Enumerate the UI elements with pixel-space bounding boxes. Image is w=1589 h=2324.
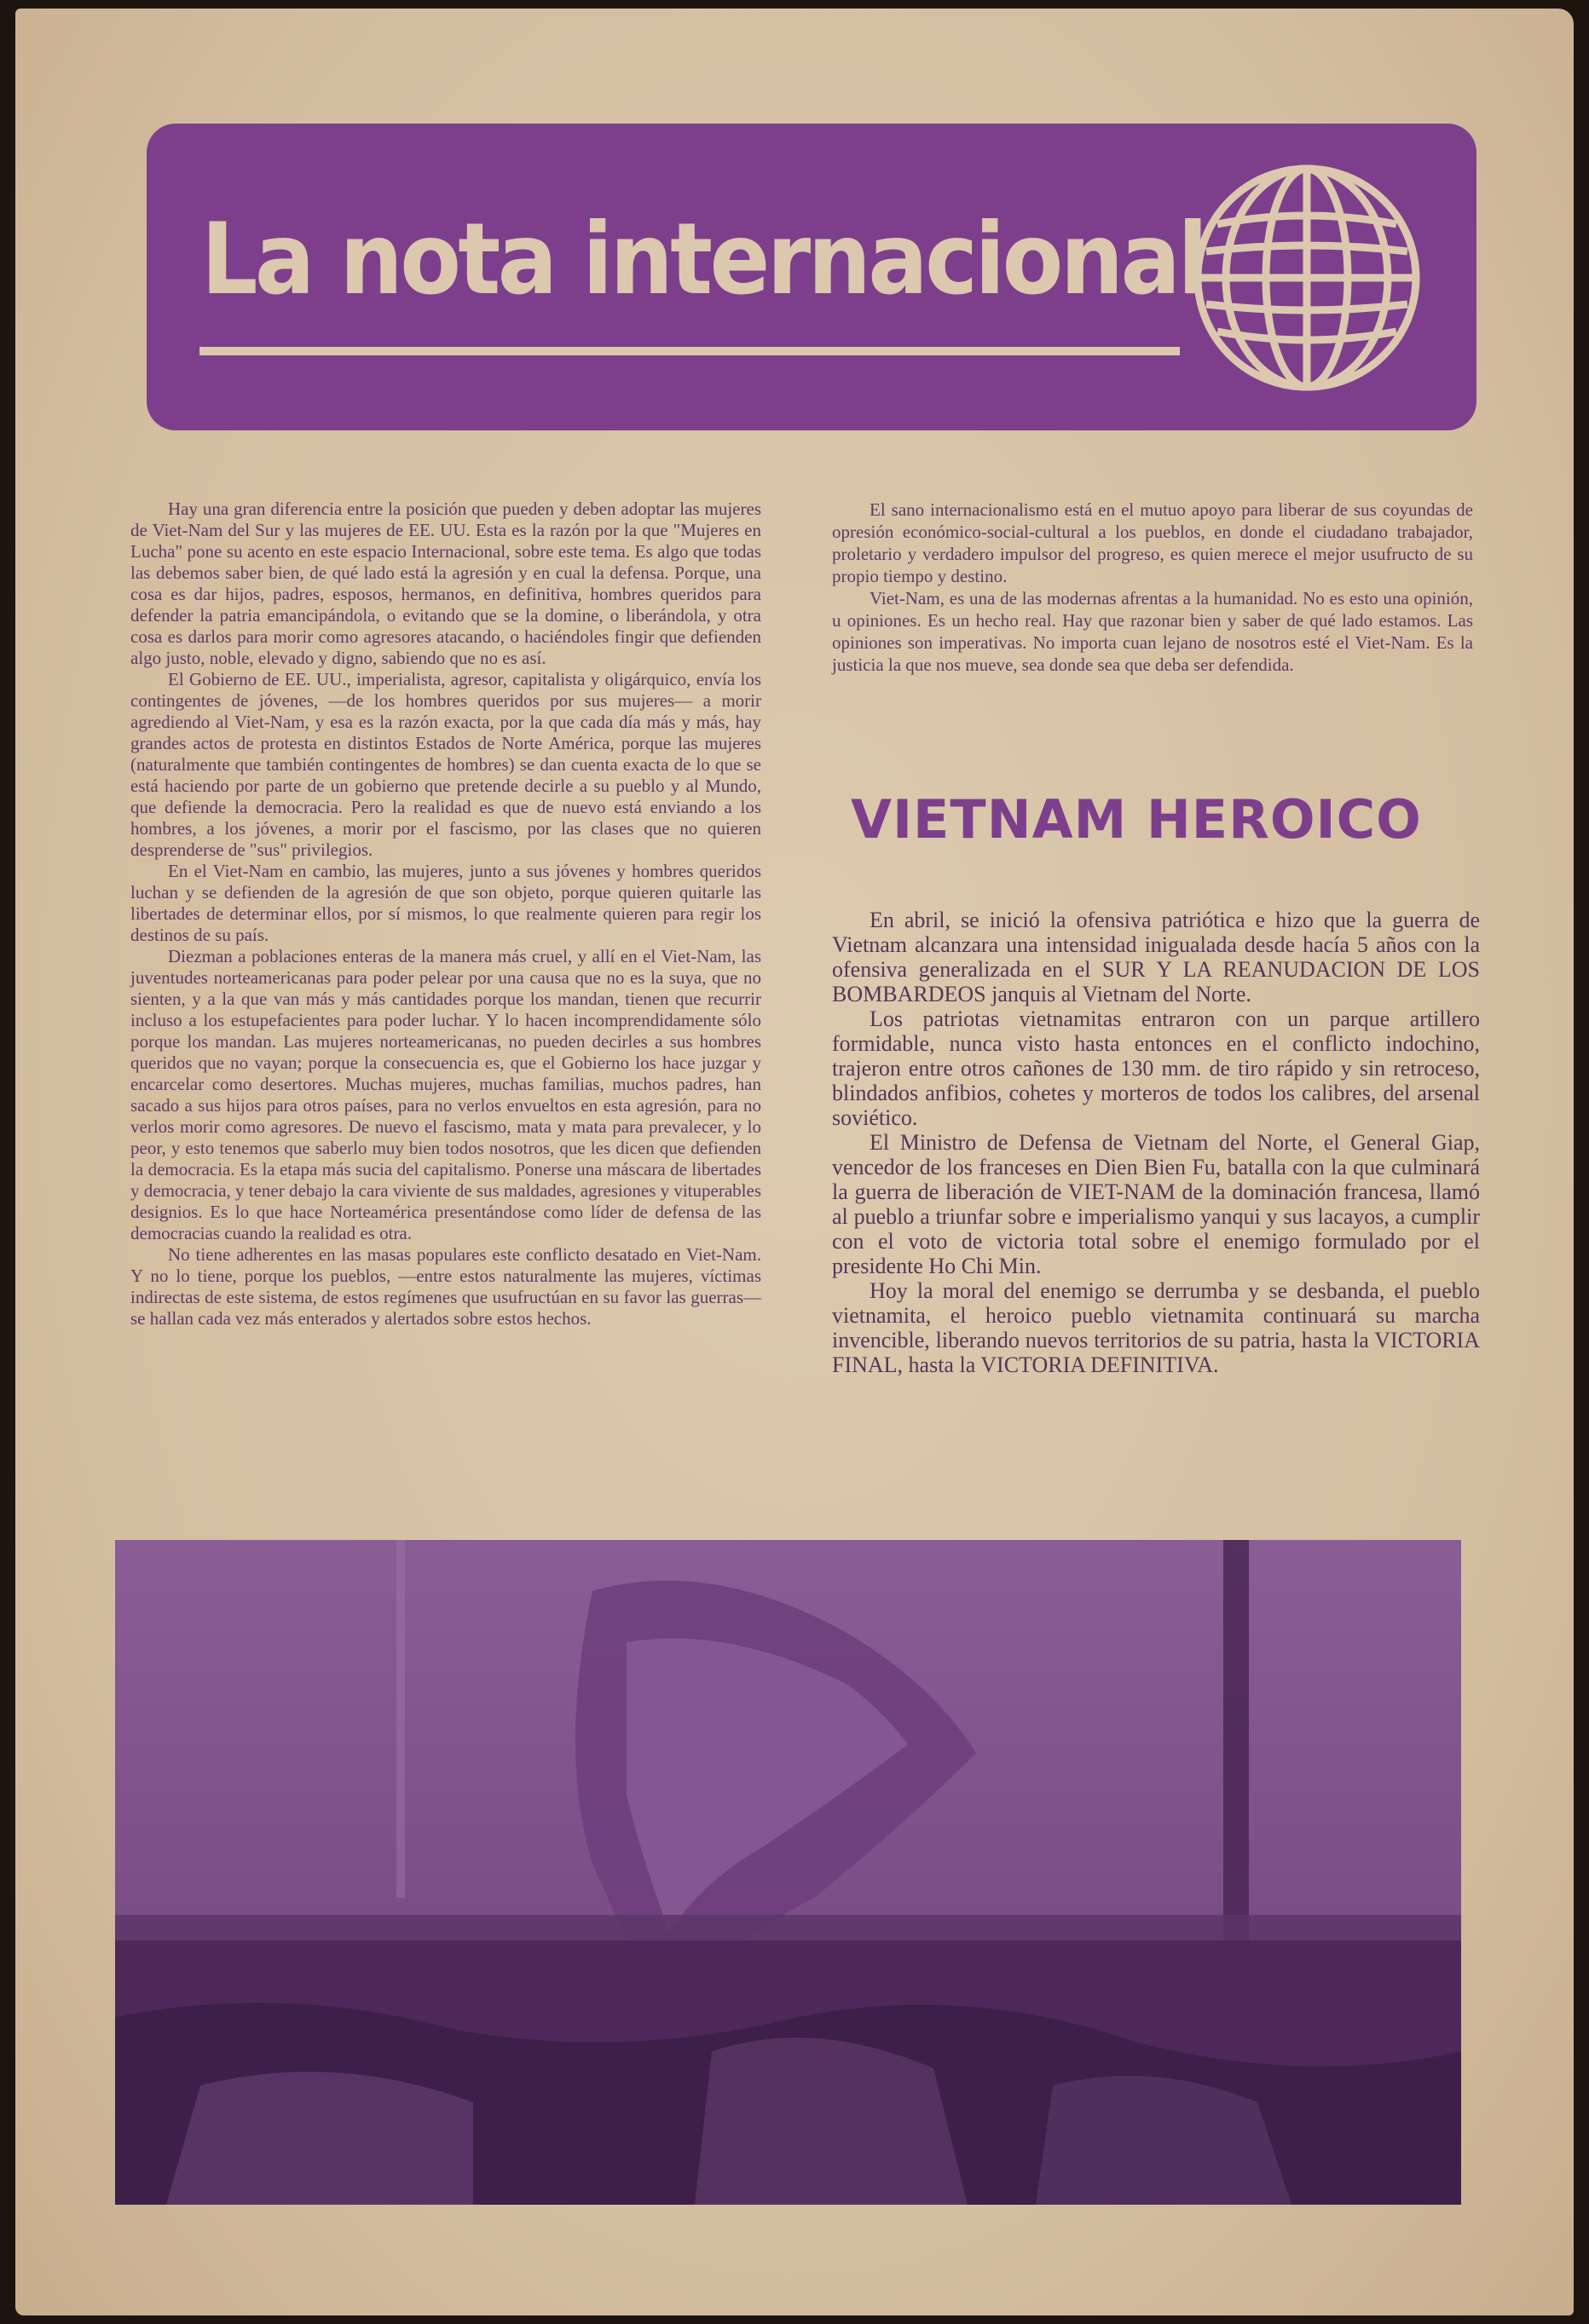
article-paragraph: No tiene adherentes en las masas populares este conflicto desatado en Viet-Nam. Y no lo tiene, porque los pueblos, —entre estos naturalmente las mujeres, víctimas indirectas de este sistema, de estos regímenes que usufructúan en su favor las guerras— se hallan cada vez más enterados y alertados sobre estos hechos. <box>130 1244 761 1329</box>
article-paragraph: En abril, se inició la ofensiva patriótica e hizo que la guerra de Vietnam alcanzara una intensidad inigualada desde hacía 5 años con la ofensiva generalizada en el SUR Y LA REANUDACION DE LOS BOMBARDEOS janquis al Vietnam del Norte. <box>832 908 1480 1006</box>
globe-icon <box>1185 156 1429 400</box>
left-article <box>130 499 761 1329</box>
article-paragraph: El sano internacionalismo está en el mutuo apoyo para liberar de sus coyundas de opresión económico-social-cultural a los pueblos, en donde el ciudadano trabajador, proletario y verdadero impulsor del progreso, es quien merece el mejor usufructo de su propio tiempo y destino. <box>832 499 1473 586</box>
section-title: La nota internacional <box>201 202 1205 317</box>
article-paragraph: Hoy la moral del enemigo se derrumba y se desbanda, el pueblo vietnamita, el heroico pueblo vietnamita continuará su marcha invencible, liberando nuevos territorios de su patria, hasta la VICTORIA FINAL, hasta la VICTORIA DEFINITIVA. <box>832 1278 1480 1377</box>
title-underline <box>199 347 1180 355</box>
vietnam-article <box>832 908 1480 1377</box>
article-paragraph: El Gobierno de EE. UU., imperialista, agresor, capitalista y oligárquico, envía los contingentes de jóvenes, —de los hombres queridos por sus mujeres— a morir agrediendo al Viet-Nam, y esa es la razón exacta, por la que cada día más y más, hay grandes actos de protesta en distintos Estados de Norte América, porque las mujeres (naturalmente que también contingentes de hombres) se dan cuenta exacta de lo que se está haciendo por parte de un gobierno que pretende decirle a su pueblo y al Mundo, que defiende la democracia. Pero la realidad es que de nuevo está enviando a los hombres, a los jóvenes, a morir por el fascismo, por las clases que no quieren desprenderse de "sus" privilegios. <box>130 669 761 860</box>
section-banner <box>147 124 1476 430</box>
article-paragraph: Diezman a poblaciones enteras de la manera más cruel, y allí en el Viet-Nam, las juventudes norteamericanas para poder pelear por una causa que no es la suya, que no sienten, y a la que van más y más cantidades porque los mandan, tienen que recurrir incluso a los estupefacientes para poder luchar. Y lo hacen incomprendidamente sólo porque los mandan. Las mujeres norteamericanas, no pueden decirles a sus hombres queridos que no vayan; porque la consecuencia es, que el Gobierno los hace juzgar y encarcelar como desertores. Muchas mujeres, muchas familias, muchos padres, han sacado a sus hijos para otros países, para no verlos envueltos en esta agresión, para no verlos morir como agresores. De nuevo el fascismo, mata y mata para prevalecer, y lo peor, y esto tenemos que saberlo muy bien todos nosotros, que les dicen que defienden la democracia. Es la etapa más sucia del capitalismo. Ponerse una máscara de libertades y democracia, y tener debajo la cara viviente de sus maldades, agresiones y vituperables designios. Es lo que hace Norteamérica presentándose como líder de defensa de las democracias cuando la realidad es otra. <box>130 946 761 1243</box>
vietnam-heading: VIETNAM HEROICO <box>851 788 1422 851</box>
article-paragraph: Los patriotas vietnamitas entraron con un parque artillero formidable, nunca visto hasta entonces en el conflicto indochino, trajeron entre otros cañones de 130 mm. de tiro rápido y sin retroceso, blindados anfibios, cohetes y morteros de todos los calibres, del arsenal soviético. <box>832 1006 1480 1130</box>
article-paragraph: Viet-Nam, es una de las modernas afrentas a la humanidad. No es esto una opinión, u opiniones. Es un hecho real. Hay que razonar bien y saber de qué lado estamos. Las opiniones son imperativas. No importa cuan lejano de nosotros esté el Viet-Nam. Es la justicia la que nos mueve, sea donde sea que deba ser defendida. <box>832 588 1473 675</box>
flag-photo <box>115 1540 1461 2205</box>
right-article-top <box>832 499 1473 676</box>
newspaper-page <box>15 9 1574 2315</box>
article-paragraph: Hay una gran diferencia entre la posición que pueden y deben adoptar las mujeres de Viet-Nam del Sur y las mujeres de EE. UU. Esta es la razón por la que "Mujeres en Lucha" pone su acento en este espacio Internacional, sobre este tema. Es algo que todas las debemos saber bien, de qué lado está la agresión y en cual la defensa. Porque, una cosa es dar hijos, padres, esposos, hermanos, en definitiva, hombres queridos para defender la patria emancipándola, o evitando que se la domine, o liberándola, y otra cosa es darlos para morir como agresores atacando, o haciéndoles fingir que defienden algo justo, noble, elevado y digno, sabiendo que no es así. <box>130 499 761 668</box>
article-paragraph: En el Viet-Nam en cambio, las mujeres, junto a sus jóvenes y hombres queridos luchan y se defienden de la agresión de que son objeto, porque quieren quitarle las libertades de determinar ellos, por sí mismos, lo que realmente quieren para regir los destinos de su país. <box>130 861 761 945</box>
article-paragraph: El Ministro de Defensa de Vietnam del Norte, el General Giap, vencedor de los franceses en Dien Bien Fu, batalla con la que culminará la guerra de liberación de VIET-NAM de la dominación francesa, llamó al pueblo a triunfar sobre e imperialismo yanqui y sus lacayos, a cumplir con el voto de victoria total sobre el enemigo formulado por el presidente Ho Chi Min. <box>832 1130 1480 1278</box>
